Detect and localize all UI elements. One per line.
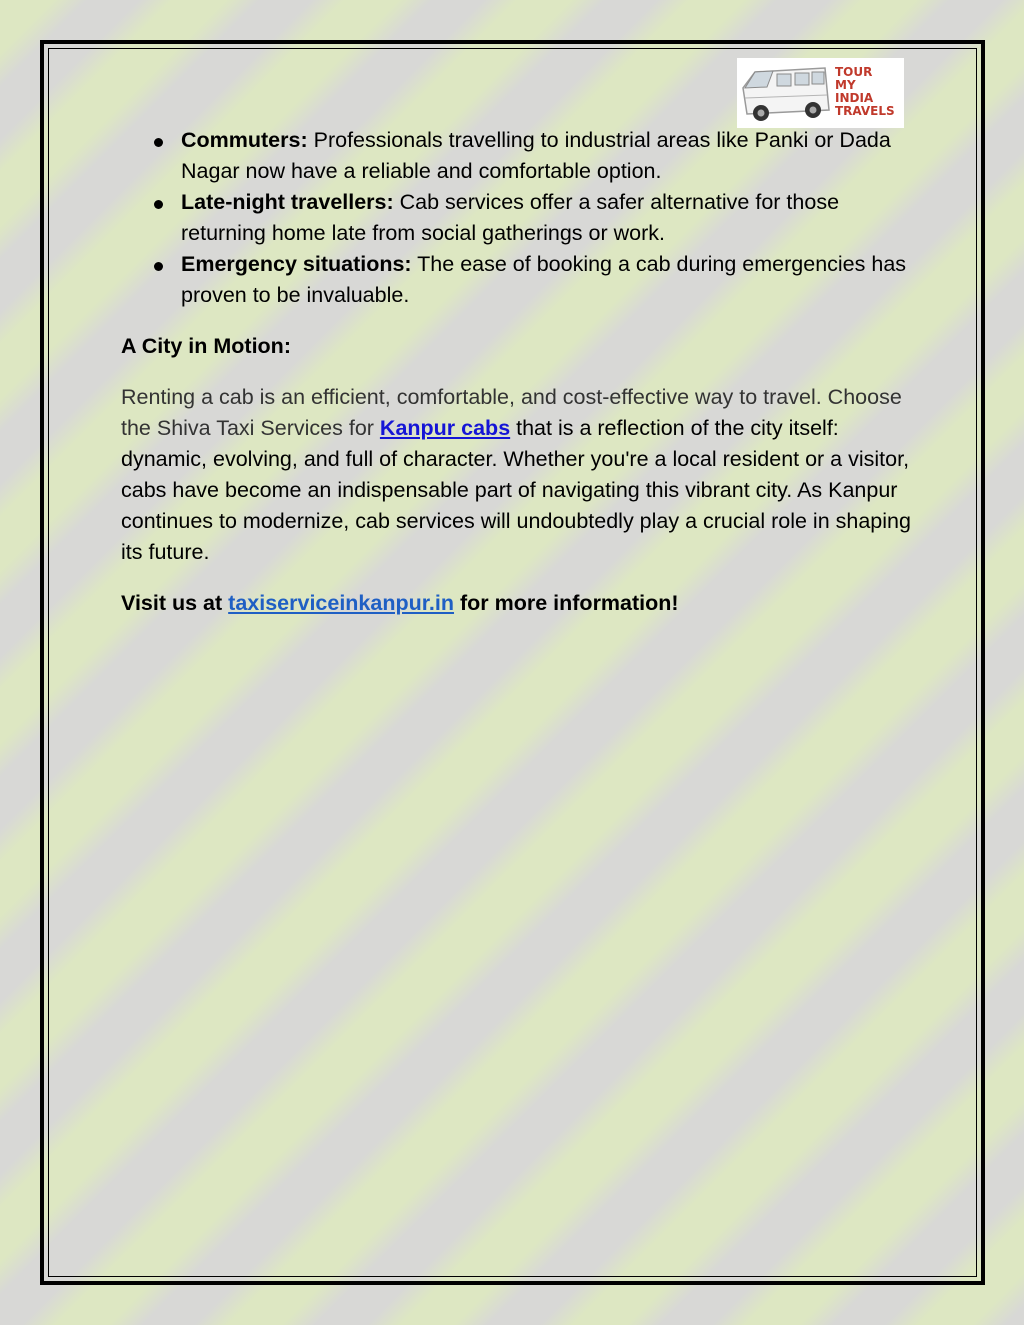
list-item bbox=[121, 249, 911, 311]
bullet-text: The ease of booking a cab during emergencies has proven to be invaluable. bbox=[181, 252, 907, 307]
logo-line-1: TOUR bbox=[835, 65, 873, 79]
tour-my-india-travels-logo bbox=[737, 58, 904, 128]
logo-line-4: TRAVELS bbox=[835, 104, 895, 118]
bullet-icon bbox=[154, 138, 163, 147]
bullet-label: Late-night travellers: bbox=[181, 190, 394, 214]
list-item bbox=[121, 125, 911, 187]
visit-line bbox=[121, 588, 911, 619]
traveller-list bbox=[121, 125, 911, 311]
section-paragraph bbox=[121, 382, 911, 568]
logo-line-3: INDIA bbox=[835, 91, 874, 105]
logo-line-2: MY bbox=[835, 78, 856, 92]
section-heading: A City in Motion: bbox=[121, 334, 291, 358]
visit-suffix: for more information! bbox=[454, 591, 679, 615]
kanpur-cabs-link[interactable]: Kanpur cabs bbox=[379, 416, 511, 440]
bullet-text: Cab services offer a safer alternative for those returning home late from social gatherings or work. bbox=[181, 190, 840, 245]
visit-prefix: Visit us at bbox=[121, 591, 229, 615]
bullet-icon bbox=[154, 200, 163, 209]
website-link[interactable]: taxiserviceinkanpur.in bbox=[228, 591, 455, 615]
bullet-label: Commuters: bbox=[181, 128, 308, 152]
list-item bbox=[121, 187, 911, 249]
paragraph-text-start: Renting a cab is an efficient, comfortable, and cost-effective way to travel. Choose the Shiva Taxi Services for bbox=[121, 385, 902, 440]
bullet-icon bbox=[154, 262, 163, 271]
bullet-label: Emergency situations: bbox=[181, 252, 412, 276]
van-icon bbox=[737, 58, 904, 128]
document-body bbox=[121, 125, 911, 619]
paragraph-text-end: that is a reflection of the city itself: dynamic, evolving, and full of character. Whether you're a local resident or a visitor, cabs have become an indispensable part of navigating this vibrant city. As Kanpur continues to modernize, cab services will undoubtedly play a crucial role in shaping its future. bbox=[121, 416, 911, 564]
bullet-text: Professionals travelling to industrial areas like Panki or Dada Nagar now have a reliable and comfortable option. bbox=[181, 128, 891, 183]
